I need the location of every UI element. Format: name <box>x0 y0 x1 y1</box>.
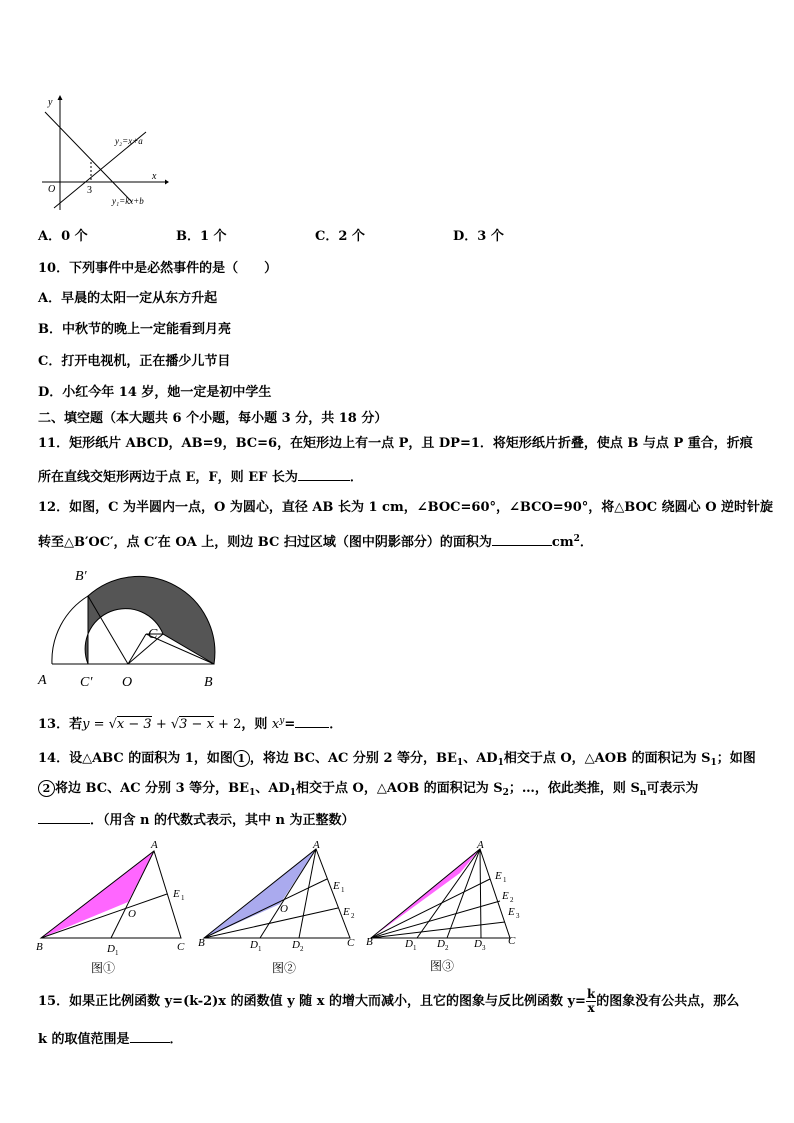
q10-option-d: D．小红今年 14 岁，她一定是初中学生 <box>38 385 272 400</box>
q12-unit: cm <box>551 535 574 550</box>
q14-text-j: 可表示为 <box>646 781 699 796</box>
fig1-B: B <box>36 941 43 953</box>
fig3-D2: D <box>437 938 445 950</box>
fig2-C: C <box>347 937 355 949</box>
q15-numerator: k <box>586 987 596 1001</box>
q13-exp: y <box>279 716 285 726</box>
figure-1 <box>36 839 185 975</box>
q11-line1: 11．矩形纸片 ABCD，AB=9，BC=6，在矩形边上有一点 P，且 DP=1．将矩形纸片折叠，使点 B 与点 P 重合，折痕 <box>38 436 753 451</box>
q11-line2 <box>38 468 363 487</box>
q14-text-h: 相交于点 O，△AOB 的面积记为 S <box>295 781 503 796</box>
fig1-E-sub: 1 <box>181 894 185 902</box>
fig3-A: A <box>477 839 484 851</box>
fig2-caption: 图② <box>272 961 297 975</box>
q14-sub-6: 2 <box>502 788 509 798</box>
fig3-caption: 图③ <box>430 959 455 973</box>
q13-y: y <box>82 717 90 732</box>
q13-x: x <box>271 717 280 732</box>
fig3-E1-sub: 1 <box>503 876 507 884</box>
fig1-caption: 图① <box>91 961 116 975</box>
q13-prefix: 13．若 <box>38 717 83 732</box>
q12-line1: 12．如图，C 为半圆内一点，O 为圆心，直径 AB 长为 1 cm，∠BOC=60°，∠BCO=90°，将△BOC 绕圆心 O 逆时针旋 <box>38 500 774 515</box>
figure-2 <box>198 839 355 975</box>
q15-denominator: x <box>587 1001 595 1015</box>
fig3-E3: E <box>508 906 515 918</box>
q14-triangle-figures <box>34 838 534 980</box>
fig1-C: C <box>177 941 185 953</box>
q13-line <box>38 712 342 734</box>
q10-option-a: A．早晨的太阳一定从东方升起 <box>38 291 218 306</box>
q13-radicand2: 3 − x <box>179 717 214 732</box>
fig12-label-a: A <box>38 673 47 688</box>
q13-equals: = <box>284 717 296 732</box>
q14-sub-5: 1 <box>289 788 296 798</box>
q13-plus2: + 2 <box>213 717 242 732</box>
fig1-D: D <box>107 943 115 955</box>
fig12-label-o: O <box>122 675 133 690</box>
graph-y-label: y <box>48 97 53 108</box>
q9-option-a: A．0 个 <box>38 229 88 244</box>
q9-option-d: D．3 个 <box>453 229 504 244</box>
graph-line1-label: y₂=x+a <box>115 136 143 146</box>
graph-tick-label: 3 <box>87 185 92 196</box>
q14-sub-2: 1 <box>497 758 504 768</box>
fig12-label-c: C <box>148 627 158 642</box>
fig12-label-b: B <box>204 675 213 690</box>
q13-sqrt2: √3 − x <box>170 717 214 732</box>
q10-stem: 10．下列事件中是必然事件的是（ ） <box>38 261 278 276</box>
q11-answer-blank <box>298 468 350 481</box>
q15-fraction <box>586 988 596 1015</box>
fig2-A: A <box>313 839 320 851</box>
fig2-E1-sub: 1 <box>341 886 345 894</box>
q15-period: ． <box>169 1032 183 1047</box>
q15-line1 <box>38 986 739 1018</box>
fig1-A: A <box>151 839 158 851</box>
q14-line3 <box>38 811 355 830</box>
q14-text-i: ；…，依此类推，则 S <box>508 781 640 796</box>
q14-circle-2: 2 <box>38 780 55 797</box>
q14-text-a: 14．设△ABC 的面积为 1，如图 <box>38 751 233 766</box>
fig3-D1-sub: 1 <box>413 944 417 952</box>
q14-text-f: 将边 BC、AC 分别 3 等分，BE <box>55 781 250 796</box>
q13-radicand1: x − 3 <box>116 717 152 732</box>
q14-line2 <box>38 780 698 802</box>
q13-period: ． <box>329 717 343 732</box>
fig2-B: B <box>198 937 205 949</box>
fig2-D1-sub: 1 <box>258 945 262 953</box>
q14-sub-7: n <box>639 788 647 798</box>
q14-text-e: ；如图 <box>716 751 756 766</box>
fig2-E1: E <box>333 880 340 892</box>
q14-text-c: 、AD <box>463 751 498 766</box>
q14-sub-3: 1 <box>710 758 717 768</box>
q9-option-b: B．1 个 <box>176 229 227 244</box>
fig3-D1: D <box>405 938 413 950</box>
q14-line1 <box>38 750 756 772</box>
q14-text-d: 相交于点 O，△AOB 的面积记为 S <box>503 751 711 766</box>
fig3-E2: E <box>502 890 509 902</box>
graph-origin-label: O <box>48 184 56 195</box>
fig3-D2-sub: 2 <box>445 944 449 952</box>
q14-text-b: ，将边 BC、AC 分别 2 等分，BE <box>249 751 457 766</box>
q12-semicircle-figure <box>34 558 234 693</box>
fig2-D2-sub: 2 <box>300 945 304 953</box>
fig3-E1: E <box>495 870 502 882</box>
q15-text-a: 15．如果正比例函数 y=(k-2)x 的函数值 y 随 x 的增大而减小，且它的图象与反比例函数 y= <box>38 994 586 1009</box>
fig12-label-cp: C′ <box>80 675 93 690</box>
graph-line2-label: y₁=kx+b <box>112 196 144 206</box>
q15-line2 <box>38 1030 183 1049</box>
q12-period: ． <box>579 535 593 550</box>
q13-eq: = <box>89 717 109 732</box>
q14-text-k: ．（用含 n 的代数式表示，其中 n 为正整数） <box>90 813 355 828</box>
q14-sub-4: 1 <box>249 788 256 798</box>
fig3-B: B <box>366 936 373 948</box>
figure-3 <box>366 839 520 973</box>
graph-x-label: x <box>152 171 157 182</box>
q14-answer-blank <box>38 811 90 824</box>
q14-circle-1: 1 <box>233 750 250 767</box>
fig1-O: O <box>128 908 136 920</box>
q12-answer-blank <box>492 533 552 546</box>
q15-text-b: 的图象没有公共点，那么 <box>596 994 740 1009</box>
fig2-E2: E <box>343 906 350 918</box>
q10-option-b: B．中秋节的晚上一定能看到月亮 <box>38 322 231 337</box>
q10-option-c: C．打开电视机，正在播少儿节目 <box>38 354 231 369</box>
q9-function-graph <box>40 92 170 212</box>
q13-answer-blank <box>295 715 329 728</box>
q13-plus1: + <box>151 717 171 732</box>
q12-line2 <box>38 530 593 552</box>
fig3-E2-sub: 2 <box>510 896 514 904</box>
q13-mid: ，则 <box>241 717 272 732</box>
section-heading: 二、填空题（本大题共 6 个小题，每小题 3 分，共 18 分） <box>38 411 388 426</box>
q15-answer-blank <box>130 1030 170 1043</box>
q11-period: ． <box>349 470 363 485</box>
fig1-E: E <box>173 888 180 900</box>
q15-text-c: k 的取值范围是 <box>38 1032 130 1047</box>
fig2-D2: D <box>292 939 300 951</box>
fig2-D1: D <box>250 939 258 951</box>
q12-unit-sup: 2 <box>573 534 580 544</box>
q9-option-c: C．2 个 <box>315 229 365 244</box>
q14-sub-1: 1 <box>456 758 464 768</box>
q13-sqrt1: √x − 3 <box>108 717 152 732</box>
fig3-D3: D <box>474 938 482 950</box>
fig3-C: C <box>508 935 516 947</box>
fig2-O: O <box>280 903 288 915</box>
fig12-label-bp: B′ <box>75 569 87 584</box>
fig3-E3-sub: 3 <box>516 912 520 920</box>
q11-text: 所在直线交矩形两边于点 E，F，则 EF 长为 <box>38 470 298 485</box>
fig2-E2-sub: 2 <box>351 912 355 920</box>
q12-text: 转至△B′OC′，点 C′在 OA 上，则边 BC 扫过区域（图中阴影部分）的面积为 <box>38 535 492 550</box>
fig1-D-sub: 1 <box>115 949 119 957</box>
fig3-D3-sub: 3 <box>482 944 486 952</box>
q14-text-g: 、AD <box>255 781 290 796</box>
